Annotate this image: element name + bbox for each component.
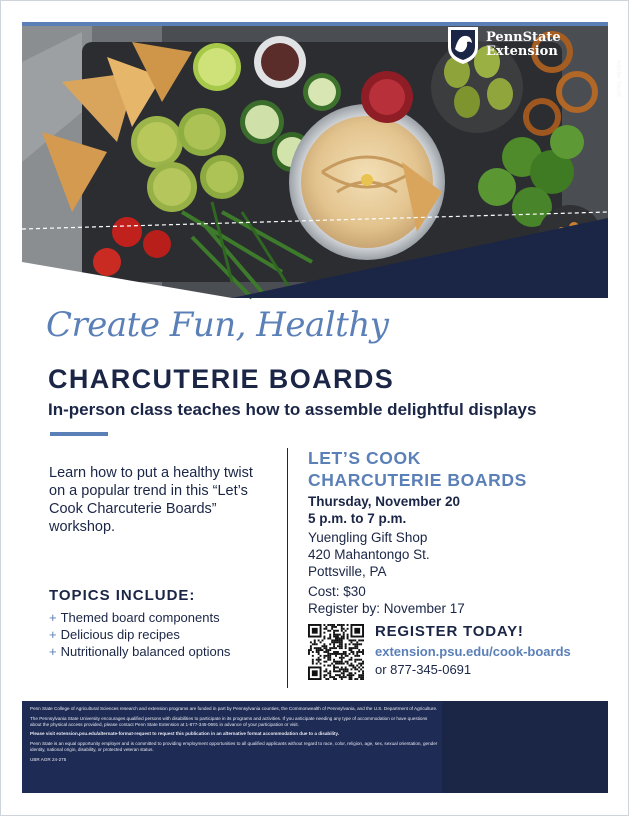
list-item: [49, 626, 230, 643]
register-phone: or 877-345-0691: [375, 662, 472, 677]
brand-line2: Extension: [486, 44, 558, 59]
qr-code[interactable]: [308, 624, 364, 680]
penn-state-extension-logo: [486, 31, 561, 59]
topics-list: [49, 609, 230, 660]
topic-label: Nutritionally balanced options: [60, 644, 231, 659]
list-item: [49, 609, 230, 626]
register-deadline: Register by: November 17: [308, 601, 465, 616]
event-time: 5 p.m. to 7 p.m.: [308, 511, 407, 526]
cost-block: [308, 583, 465, 617]
photo-credit: Adobe Stock: [615, 60, 621, 98]
footer-brand-panel: [442, 701, 608, 793]
register-heading: REGISTER TODAY!: [375, 623, 524, 640]
script-title: Create Fun, Healthy: [46, 305, 389, 345]
event-datetime: [308, 493, 460, 527]
topic-label: Themed board components: [60, 610, 220, 625]
footer-alt-format: Please visit extension.psu.edu/alternate-format-request to request this publication in an alternative format accommodation due to a disability.: [30, 731, 340, 737]
venue-city: Pottsville, PA: [308, 564, 387, 579]
list-item: [49, 643, 230, 660]
venue-street: 420 Mahantongo St.: [308, 547, 430, 562]
plus-icon: +: [49, 627, 57, 642]
event-cost: Cost: $30: [308, 584, 366, 599]
footer-accessibility: The Pennsylvania State University encourages qualified persons with disabilities to participate in its programs and activities. If you anticipate needing any type of accommodation or have questions about the physical access provided, please contact Penn State Extension at 1-877-345-0691 in advance of your participation or visit.: [30, 715, 428, 727]
intro-text: Learn how to put a healthy twist on a popular trend in this “Let’s Cook Charcuterie Boards” workshop.: [49, 465, 253, 535]
accent-bar: [50, 432, 108, 436]
hero-illustration: [22, 22, 608, 298]
subtitle: In-person class teaches how to assemble delightful displays: [48, 400, 537, 419]
footer-disclaimer: [30, 706, 440, 766]
topic-label: Delicious dip recipes: [60, 627, 180, 642]
penn-state-shield-icon: [446, 25, 480, 65]
topics-heading: TOPICS INCLUDE:: [49, 587, 196, 604]
main-title: CHARCUTERIE BOARDS: [48, 364, 395, 394]
hero-photo: [22, 22, 621, 298]
plus-icon: +: [49, 610, 57, 625]
event-title-line2: CHARCUTERIE BOARDS: [308, 470, 527, 490]
register-link[interactable]: extension.psu.edu/cook-boards: [375, 644, 571, 659]
footer: [22, 701, 608, 793]
venue-name: Yuengling Gift Shop: [308, 530, 428, 545]
plus-icon: +: [49, 644, 57, 659]
event-title: [308, 447, 527, 491]
event-date: Thursday, November 20: [308, 494, 461, 509]
footer-eeo: Penn State is an equal opportunity employer and is committed to providing employment opportunities to all qualified applicants without regard to race, color, religion, age, sex, sexual orientation, gender identity, national origin, disability, or protected veteran status.: [30, 740, 438, 752]
footer-code: UBR AGR 24-275: [30, 756, 67, 762]
column-divider: [287, 448, 288, 688]
venue-address: [308, 529, 430, 580]
footer-funding: Penn State College of Agricultural Sciences research and extension programs are funded in part by Pennsylvania counties, the Commonwealth of Pennsylvania, and the U.S. Department of Agriculture.: [30, 706, 438, 711]
event-title-line1: LET’S COOK: [308, 448, 421, 468]
brand-line1: PennState: [486, 30, 561, 45]
